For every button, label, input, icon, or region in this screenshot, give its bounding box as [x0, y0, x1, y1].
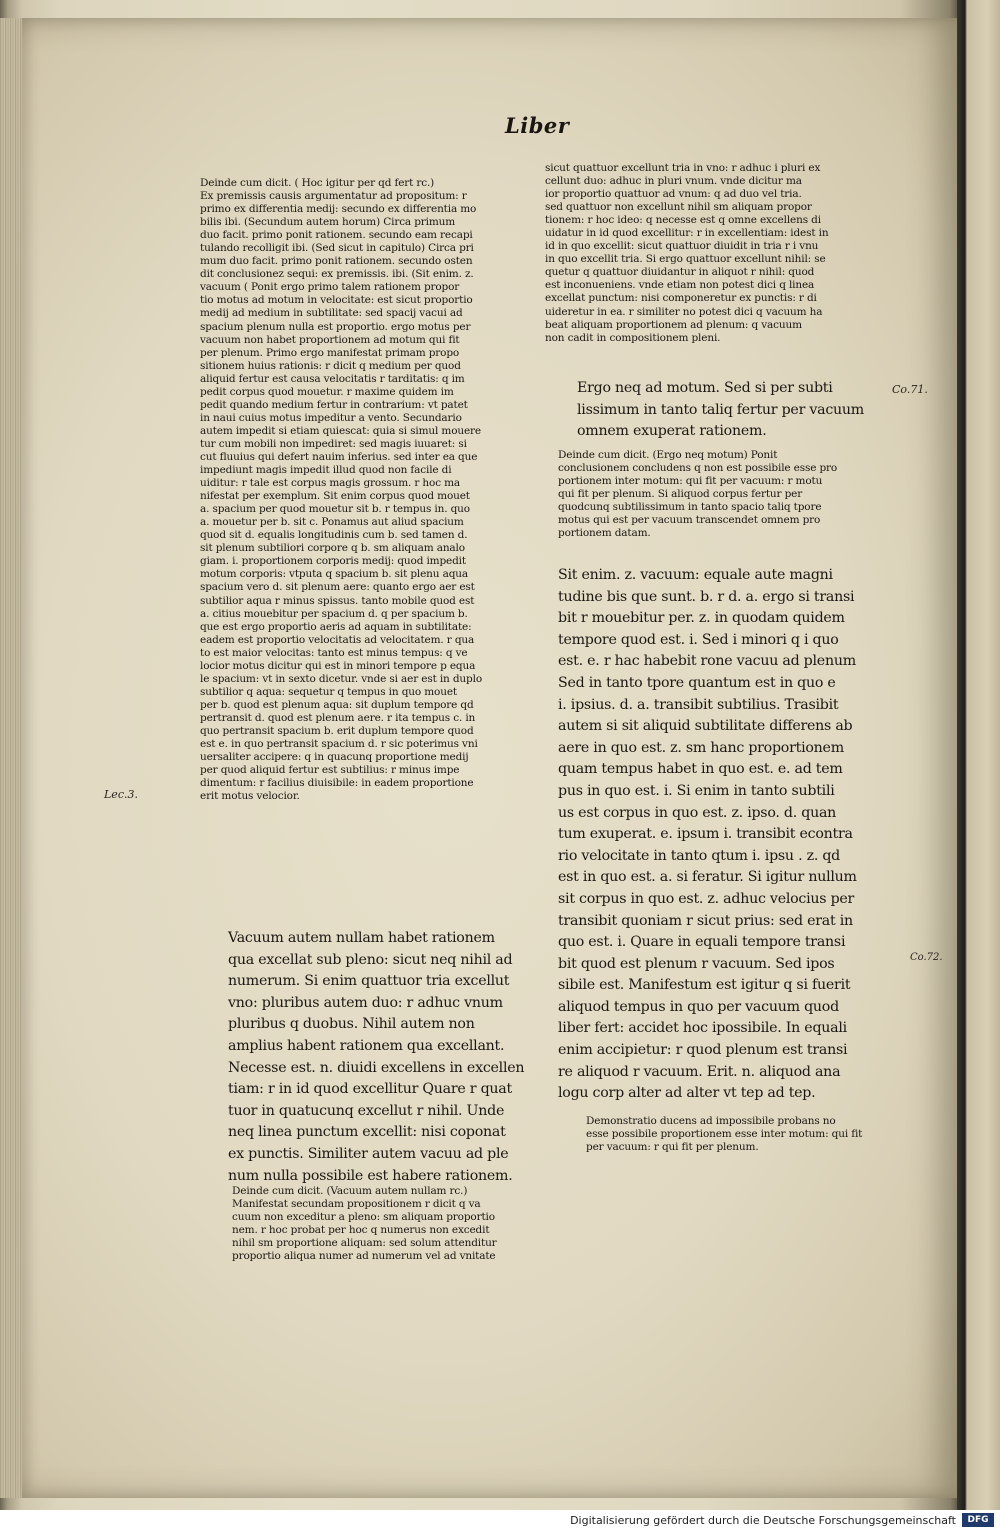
text-line: est inconueniens. vnde etiam non potest dici q linea — [545, 279, 815, 292]
text-line: a. citius mouebitur per spacium d. q per spacium b. — [200, 607, 468, 620]
text-line: uersaliter accipere: q in quacunq proportione medij — [200, 751, 469, 764]
text-line: quam tempus habet in quo est. e. ad tem — [558, 761, 843, 778]
right-commentary-1 — [545, 162, 828, 345]
text-line: to est maior velocitas: tanto est minus tempus: q ve — [200, 646, 468, 659]
text-line: motus qui est per vacuum transcendet omnem pro — [558, 514, 821, 527]
text-line: Demonstratio ducens ad impossibile probans no — [586, 1115, 836, 1127]
text-line: duo facit. primo ponit rationem. secundo eam recapi — [200, 229, 473, 242]
text-line: logu corp alter ad alter vt tep ad tep. — [558, 1085, 816, 1102]
text-line: cuum non exceditur a pleno: sm aliquam proportio — [232, 1211, 495, 1224]
right-commentary-2 — [558, 449, 837, 540]
left-text-block — [228, 928, 524, 1187]
text-line: est. e. r hac habebit rone vacuu ad plenum — [558, 653, 856, 670]
text-line: a. mouetur per b. sit c. Ponamus aut aliud spacium — [200, 516, 464, 529]
text-line: per b. quod est plenum aqua: sit duplum tempore qd — [200, 698, 474, 711]
text-line: num nulla possibile est habere rationem. — [228, 1167, 513, 1184]
text-line: omnem exuperat rationem. — [577, 423, 767, 440]
text-line: beat aliquam proportionem ad plenum: q vacuum — [545, 318, 802, 331]
text-line: pluribus q duobus. Nihil autem non — [228, 1016, 475, 1033]
text-line: ior proportio quattuor ad vnum: q ad duo vel tria. — [545, 188, 802, 201]
text-line: sit corpus in quo est. z. adhuc velocius per — [558, 890, 855, 907]
text-line: est in quo est. a. si feratur. Si igitur nullum — [558, 869, 857, 886]
text-line: aliquid fertur est causa velocitatis r tarditatis: q im — [200, 372, 465, 385]
text-line: erit motus velocior. — [200, 790, 300, 803]
text-line: per quod aliquid fertur est subtilius: r minus impe — [200, 764, 460, 777]
right-text-block-1 — [577, 378, 864, 443]
text-line: locior motus dicitur qui est in minori tempore p equa — [200, 659, 476, 672]
dfg-logo-icon: DFG — [962, 1513, 994, 1527]
text-line: us est corpus in quo est. z. ipso. d. quan — [558, 804, 837, 821]
text-line: tio motus ad motum in velocitate: est sicut proportio — [200, 294, 473, 307]
text-line: bit quod est plenum r vacuum. Sed ipos — [558, 955, 835, 972]
text-line: i. ipsius. d. a. transibit subtilius. Trasibit — [558, 696, 839, 713]
text-line: le spacium: vt in sexto dicetur. vnde si aer est in duplo — [200, 672, 482, 685]
text-line: Ergo neq ad motum. Sed si per subti — [577, 380, 833, 396]
text-line: Sit enim. z. vacuum: equale aute magni — [558, 567, 833, 583]
page-edge — [0, 18, 22, 1498]
text-line: tempore quod est. i. Sed i minori q i quo — [558, 631, 839, 648]
text-line: sibile est. Manifestum est igitur q si fuerit — [558, 977, 851, 994]
text-line: non cadit in compositionem pleni. — [545, 331, 721, 344]
text-line: que est ergo proportio aeris ad aquam in subtilitate: — [200, 620, 472, 633]
text-line: vno: pluribus autem duo: r adhuc vnum — [228, 994, 503, 1011]
left-commentary-2 — [232, 1185, 497, 1263]
text-line: lissimum in tanto taliq fertur per vacuum — [577, 401, 865, 418]
text-line: Vacuum autem nullam habet rationem — [228, 930, 495, 946]
text-line: sitionem huius rationis: r dicit q medium per quod — [200, 359, 461, 372]
text-line: neq linea punctum excellit: nisi coponat — [228, 1124, 506, 1141]
text-line: portionem datam. — [558, 527, 651, 540]
text-line: tur cum mobili non impediret: sed magis iuuaret: si — [200, 437, 467, 450]
text-line: Deinde cum dicit. ( Hoc igitur per qd fert rc.) — [200, 177, 435, 189]
text-line: pus in quo est. i. Si enim in tanto subtili — [558, 782, 835, 799]
text-line: portionem inter motum: qui fit per vacuum: r motu — [558, 475, 823, 488]
text-line: tiam: r in id quod excellitur Quare r quat — [228, 1081, 512, 1098]
text-line: quo pertransit spacium b. erit duplum tempore quod — [200, 724, 474, 737]
text-line: uiditur: r tale est corpus magis grossum. r hoc ma — [200, 477, 461, 490]
text-line: liber fert: accidet hoc ipossibile. In equali — [558, 1020, 847, 1037]
text-line: motum corporis: vtputa q spacium b. sit plenu aqua — [200, 568, 468, 581]
text-line: nem. r hoc probat per hoc q numerus non excedit — [232, 1224, 490, 1237]
text-line: quetur q quattuor diuidantur in aliquot r nihil: quod — [545, 266, 815, 279]
text-line: quo est. i. Quare in equali tempore transi — [558, 934, 846, 951]
text-line: excellat punctum: nisi componeretur ex punctis: r di — [545, 292, 817, 305]
text-line: vacuum ( Ponit ergo primo talem rationem propor — [200, 281, 460, 294]
text-line: autem si sit aliquid subtilitate differens ab — [558, 718, 853, 735]
text-line: conclusionem concludens q non est possibile esse pro — [558, 462, 838, 475]
text-line: giam. i. proportionem corporis medij: quod impedit — [200, 555, 466, 568]
text-line: sit plenum subtiliori corpore q b. sm aliquam analo — [200, 542, 465, 555]
text-line: rio velocitate in tanto qtum i. ipsu . z. qd — [558, 847, 841, 864]
text-line: a. spacium per quod mouetur sit b. r tempus in. quo — [200, 503, 470, 516]
text-line: dit conclusionez sequi: ex premissis. ibi. (Sit enim. z. — [200, 268, 474, 281]
text-line: nihil sm proportione aliquam: sed solum attenditur — [232, 1237, 497, 1250]
right-commentary-3 — [586, 1115, 862, 1154]
text-line: tulando recolligit ibi. (Sed sicut in capitulo) Circa pri — [200, 242, 474, 255]
text-line: numerum. Si enim quattuor tria excellut — [228, 973, 510, 990]
text-line: aere in quo est. z. sm hanc proportionem — [558, 739, 844, 756]
text-line: esse possibile proportionem esse inter motum: qui fit — [586, 1128, 863, 1141]
text-line: bilis ibi. (Secundum autem horum) Circa primum — [200, 216, 456, 229]
text-line: tudine bis que sunt. b. r d. a. ergo si transi — [558, 588, 855, 605]
text-line: autem impedit si etiam quiescat: quia si simul mouere — [200, 424, 481, 437]
text-line: re aliquod r vacuum. Erit. n. aliquod ana — [558, 1063, 841, 1080]
text-line: tionem: r hoc ideo: q necesse est q omne excellens di — [545, 214, 821, 227]
text-line: Sed in tanto tpore quantum est in quo e — [558, 674, 836, 691]
text-line: qua excellat sub pleno: sicut neq nihil ad — [228, 951, 513, 968]
text-line: est e. in quo pertransit spacium d. r sic poterimus vni — [200, 738, 478, 751]
text-line: Manifestat secundam propositionem r dicit q va — [232, 1198, 481, 1211]
text-line: spacium plenum nulla est proportio. ergo motus per — [200, 320, 471, 333]
text-line: pertransit d. quod est plenum aere. r ita tempus c. in — [200, 711, 476, 724]
text-line: id in quo excellit: sicut quattuor diuidit in tria r i vnu — [545, 240, 819, 253]
text-line: eadem est proportio velocitatis ad velocitatem. r qua — [200, 633, 475, 646]
text-line: spacium vero d. sit plenum aere: quanto ergo aer est — [200, 581, 475, 594]
text-line: dimentum: r facilius diuisibile: in eadem proportione — [200, 777, 474, 790]
page-header: Liber — [505, 113, 570, 138]
text-line: tum exuperat. e. ipsum i. transibit econtra — [558, 826, 853, 843]
margin-note-co71: Co.71. — [892, 383, 928, 396]
text-line: ex punctis. Similiter autem vacuu ad ple — [228, 1145, 509, 1162]
text-line: impediunt magis impedit illud quod non facile di — [200, 464, 452, 477]
text-line: tuor in quatucunq excellut r nihil. Unde — [228, 1102, 505, 1119]
text-line: Ex premissis causis argumentatur ad propositum: r — [200, 190, 467, 203]
text-line: per vacuum: r qui fit per plenum. — [586, 1141, 759, 1154]
margin-note-lec: Lec.3. — [104, 788, 138, 801]
text-line: Deinde cum dicit. (Ergo neq motum) Ponit — [558, 449, 778, 461]
footer-credit: Digitalisierung gefördert durch die Deutsche Forschungsgemeinschaft — [570, 1514, 956, 1527]
text-line: nifestat per exemplum. Sit enim corpus quod mouet — [200, 490, 470, 503]
text-line: amplius habent rationem qua excellant. — [228, 1037, 505, 1054]
text-line: primo ex differentia medij: secundo ex differentia mo — [200, 203, 477, 216]
text-line: uidatur in id quod excellitur: r in excellentiam: idest in — [545, 227, 829, 240]
text-line: in naui cuius motus impeditur a vento. Secundario — [200, 411, 462, 424]
left-commentary-1 — [200, 177, 482, 803]
text-line: subtilior aqua r minus spissus. tanto mobile quod est — [200, 594, 475, 607]
text-line: sicut quattuor excellunt tria in vno: r adhuc i pluri ex — [545, 162, 821, 174]
next-page-edge — [957, 0, 1000, 1510]
text-line: per plenum. Primo ergo manifestat primam propo — [200, 346, 460, 359]
text-line: Necesse est. n. diuidi excellens in excellen — [228, 1059, 525, 1076]
text-line: quod sit d. equalis longitudinis cum b. sed tamen d. — [200, 529, 468, 542]
text-line: in quo excellit tria. Si ergo quattuor excellunt nihil: se — [545, 253, 826, 266]
text-line: cut fluuius qui defert nauim inferius. sed inter ea que — [200, 450, 478, 463]
text-line: quodcunq subtilissimum in tanto spacio taliq tpore — [558, 501, 822, 514]
text-line: pedit quando medium fertur in contrarium: vt patet — [200, 398, 468, 411]
text-line: aliquod tempus in quo per vacuum quod — [558, 998, 839, 1015]
margin-note-co72: Co.72. — [910, 952, 943, 963]
text-line: proportio aliqua numer ad numerum vel ad vnitate — [232, 1250, 496, 1263]
text-line: Deinde cum dicit. (Vacuum autem nullam rc.) — [232, 1185, 468, 1197]
text-line: bit r mouebitur per. z. in quodam quidem — [558, 610, 845, 627]
text-line: enim accipietur: r quod plenum est transi — [558, 1042, 848, 1059]
text-line: pedit corpus quod mouetur. r maxime quidem im — [200, 385, 454, 398]
text-line: vacuum non habet proportionem ad motum qui fit — [200, 333, 460, 346]
text-line: cellunt duo: adhuc in pluri vnum. vnde dicitur ma — [545, 175, 802, 188]
text-line: sed quattuor non excellunt nihil sm aliquam propor — [545, 201, 812, 214]
text-line: qui fit per plenum. Si aliquod corpus fertur per — [558, 488, 803, 501]
right-text-block-2 — [558, 565, 857, 1105]
text-line: transibit quoniam r sicut prius: sed erat in — [558, 912, 853, 929]
text-line: subtilior q aqua: sequetur q tempus in quo mouet — [200, 685, 457, 698]
text-line: uideretur in ea. r similiter no potest dici q vacuum ha — [545, 305, 823, 318]
text-line: medij ad medium in subtilitate: sed spacij vacui ad — [200, 307, 463, 320]
footer-bar — [0, 1510, 1000, 1531]
text-line: mum duo facit. primo ponit rationem. secundo osten — [200, 255, 473, 268]
